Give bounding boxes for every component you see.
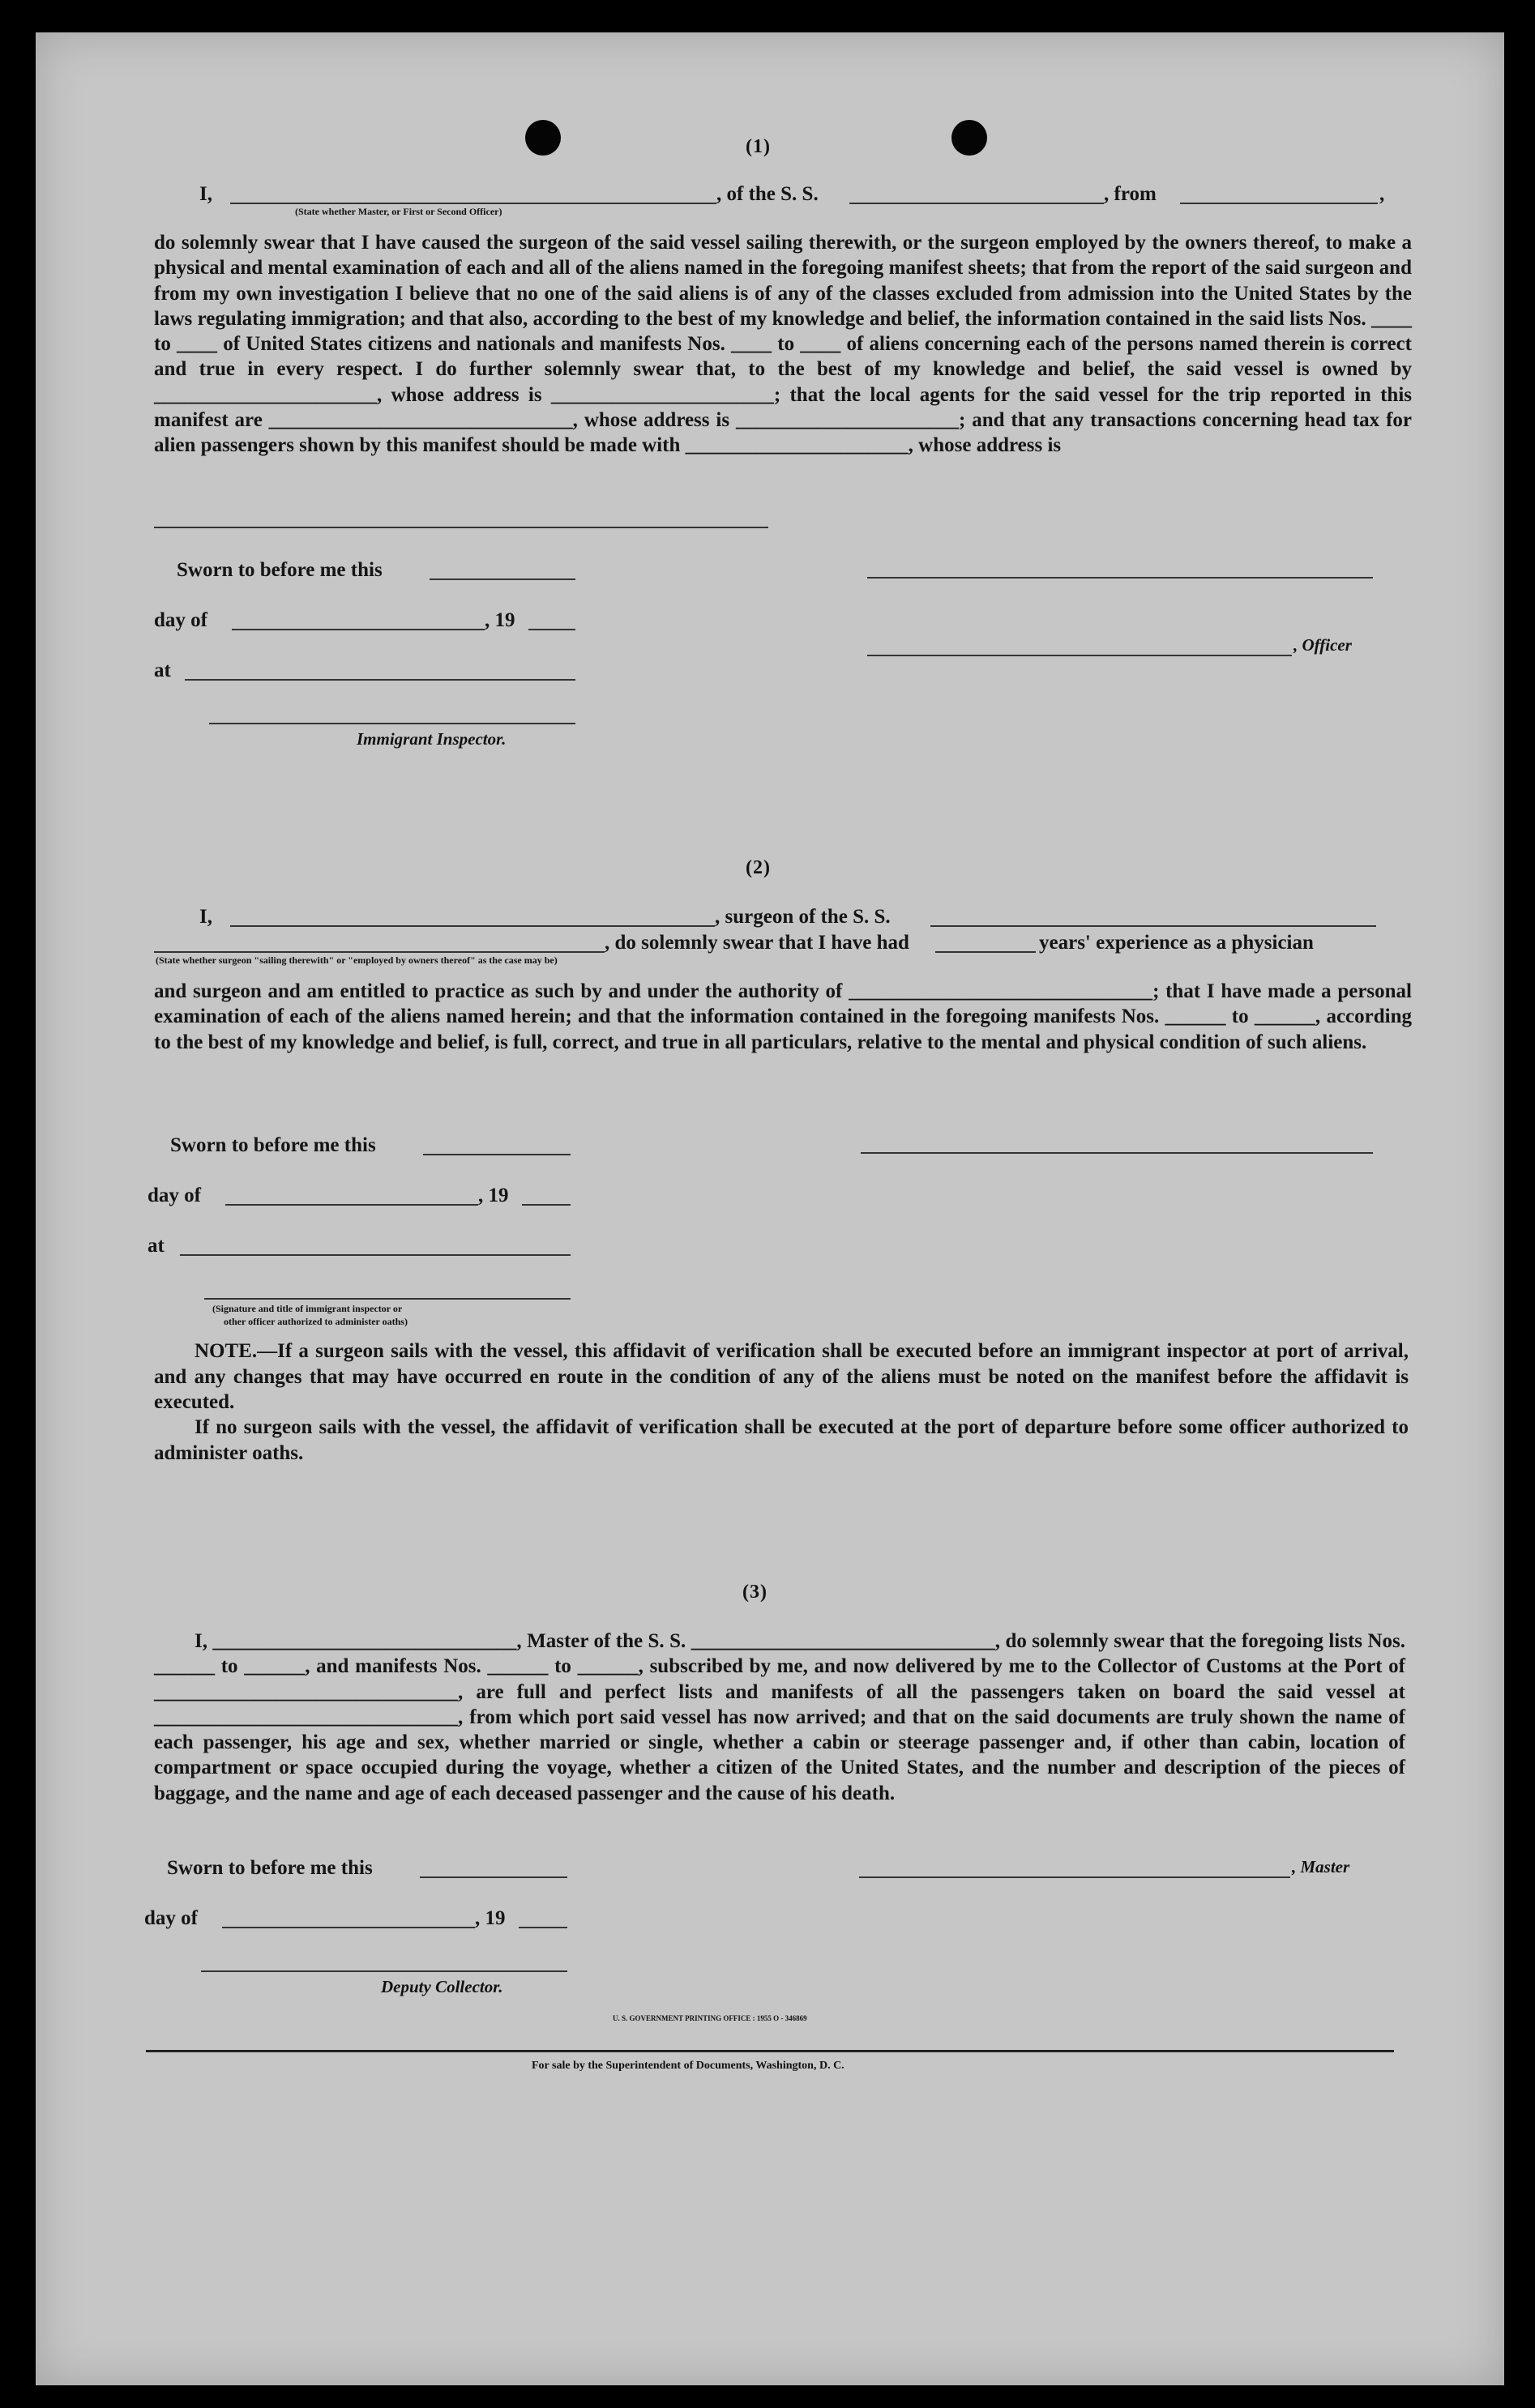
sec1-body: do solemnly swear that I have caused the surgeon of the said vessel sailing therewith, or the surgeon employed by the owners thereof, to make a physical and mental examination of each and all of the aliens named in the foregoing manifest sheets; that from the report of the said surgeon and from my own investigation I believe that no one of the said aliens is of any of the classes excluded from admission into the United States by the laws regulating immigration; and that also, according to the best of my knowledge and belief, the information contained in the said lists Nos. ____ to ____ of United States citizens and nationals and manifests Nos. ____ to ____ of aliens concerning each of the persons named therein is correct and true in every respect. I do further solemnly swear that, to the best of my knowledge and belief, the said vessel is owned by ______________________, whose address is ______________________; that the local agents for the said vessel for the trip reported in this manifest are ______________________________, whose address is ______________________; and that any transactions concerning head tax for alien passengers shown by this manifest should be made with ______________________, whose address is [154, 232, 1412, 457]
form-sheet [36, 32, 1504, 2385]
sec3-year-label: , 19 [475, 1907, 506, 1929]
sec1-at-label: at [154, 660, 171, 681]
sec1-officer-title-line[interactable] [867, 655, 1292, 656]
sec3-day-of-label: day of [144, 1907, 198, 1929]
sec2-inspector-signature-line[interactable] [204, 1298, 571, 1300]
officer-rank-caption: (State whether Master, or First or Second Officer) [295, 206, 502, 217]
sec1-officer-signature-line[interactable] [867, 577, 1373, 579]
sale-notice: For sale by the Superintendent of Documents, Washington, D. C. [532, 2060, 844, 2072]
sec2-year-blank[interactable] [522, 1204, 571, 1206]
sec2-surgeon-name-blank[interactable] [230, 925, 715, 927]
sec1-sworn-label: Sworn to before me this [177, 559, 383, 581]
sec1-at-place-blank[interactable] [185, 679, 575, 681]
sec2-sworn-label: Sworn to before me this [170, 1134, 376, 1156]
section-3-number: (3) [742, 1582, 768, 1603]
sec3-deputy-signature-line[interactable] [201, 1970, 567, 1972]
punch-hole-right [951, 120, 987, 156]
sec3-master-label: , Master [1292, 1857, 1350, 1876]
note-surgeon-sails: NOTE.—If a surgeon sails with the vessel, this affidavit of verification shall be executed before an immigrant inspector at port of arrival, and any changes that may have occurred en route in the condition of any of the aliens must be noted on the manifest before the affidavit is executed. [154, 1340, 1409, 1413]
sec2-sworn-date-blank[interactable] [423, 1154, 571, 1155]
section-1-number: (1) [746, 136, 771, 157]
sec3-sworn-date-blank[interactable] [420, 1876, 567, 1878]
sec2-sig-caption-1: (Signature and title of immigrant inspector or [212, 1303, 403, 1314]
sec3-deputy-label: Deputy Collector. [381, 1977, 503, 1996]
sec1-inspector-label: Immigrant Inspector. [357, 729, 507, 749]
sec2-swear-label: , do solemnly swear that I have had [605, 932, 909, 954]
sec1-address-continuation-blank[interactable] [154, 527, 768, 528]
sec3-sworn-label: Sworn to before me this [167, 1857, 373, 1879]
sec1-inspector-signature-line[interactable] [209, 723, 575, 724]
sec1-of-ss-label: , of the S. S. [716, 183, 819, 205]
sec2-year-label: , 19 [478, 1185, 509, 1206]
sec2-surgeon-type-caption: (State whether surgeon "sailing therewith" or "employed by owners thereof" as the case may be) [156, 954, 558, 966]
printing-office-line: U. S. GOVERNMENT PRINTING OFFICE : 1955 O - 346869 [613, 2014, 807, 2022]
sec1-day-of-label: day of [154, 609, 207, 631]
sec2-vessel-blank[interactable] [930, 925, 1376, 927]
sec2-surgeon-signature-line[interactable] [861, 1152, 1373, 1154]
sec1-from-label: , from [1104, 183, 1157, 205]
sec1-year-blank[interactable] [528, 629, 575, 630]
sec2-at-label: at [148, 1235, 165, 1257]
sec3-master-signature-line[interactable] [859, 1876, 1290, 1878]
note-no-surgeon: If no surgeon sails with the vessel, the affidavit of verification shall be executed at the port of departure before some officer authorized to administer oaths. [154, 1416, 1409, 1464]
punch-hole-left [525, 120, 561, 156]
sec1-sworn-date-blank[interactable] [430, 579, 575, 580]
sec1-officer-label: , Officer [1293, 635, 1352, 655]
section-2-number: (2) [746, 857, 771, 878]
sec2-day-of-label: day of [148, 1185, 201, 1206]
footer-rule [146, 2050, 1394, 2052]
sec2-sig-caption-2: other officer authorized to administer oaths) [224, 1316, 408, 1327]
vessel-name-blank[interactable] [849, 203, 1104, 204]
sec2-lead-i: I, [199, 906, 212, 928]
sec2-at-place-blank[interactable] [180, 1254, 571, 1256]
sec1-year-label: , 19 [485, 609, 515, 631]
sec2-years-blank[interactable] [935, 951, 1036, 953]
sec1-line-end: , [1379, 183, 1385, 205]
sec1-lead-i: I, [199, 183, 212, 205]
sec1-oath-lead [199, 183, 212, 206]
sec2-month-blank[interactable] [225, 1204, 478, 1206]
sec2-body: and surgeon and am entitled to practice as such by and under the authority of ______________________________; that I have made a personal examination of each of the aliens named herein; and that the information contained in the foregoing manifests Nos. ______ to ______, according to the best of my knowledge and belief, is full, correct, and true in all particulars, relative to the mental and physical condition of such aliens. [154, 980, 1412, 1053]
officer-rank-blank[interactable] [230, 203, 716, 204]
sec3-month-blank[interactable] [222, 1927, 475, 1928]
sec2-surgeon-type-blank[interactable] [154, 951, 605, 953]
sec3-year-blank[interactable] [519, 1927, 567, 1928]
sec2-years-label: years' experience as a physician [1039, 932, 1314, 954]
from-port-blank[interactable] [1180, 203, 1378, 204]
sec2-surgeon-label: , surgeon of the S. S. [715, 906, 891, 928]
sec3-body: I, ______________________________, Master of the S. S. ______________________________, do solemnly swear that the foregoing lists Nos. ______ to ______, and manifests Nos. ______ to ______, subscribed by me, and now delivered by me to the Collector of Customs at the Port of ______________________________, are full and perfect lists and manifests of all the passengers taken on board the said vessel at ______________________________, from which port said vessel has now arrived; and that on the said documents are truly shown the name of each passenger, his age and sex, whether married or single, whether a cabin or steerage passenger and, if other than cabin, location of compartment or space occupied during the voyage, whether a citizen of the United States, and the number and description of the pieces of baggage, and the name and age of each deceased passenger and the cause of his death. [154, 1630, 1405, 1804]
sec1-month-blank[interactable] [232, 629, 485, 630]
